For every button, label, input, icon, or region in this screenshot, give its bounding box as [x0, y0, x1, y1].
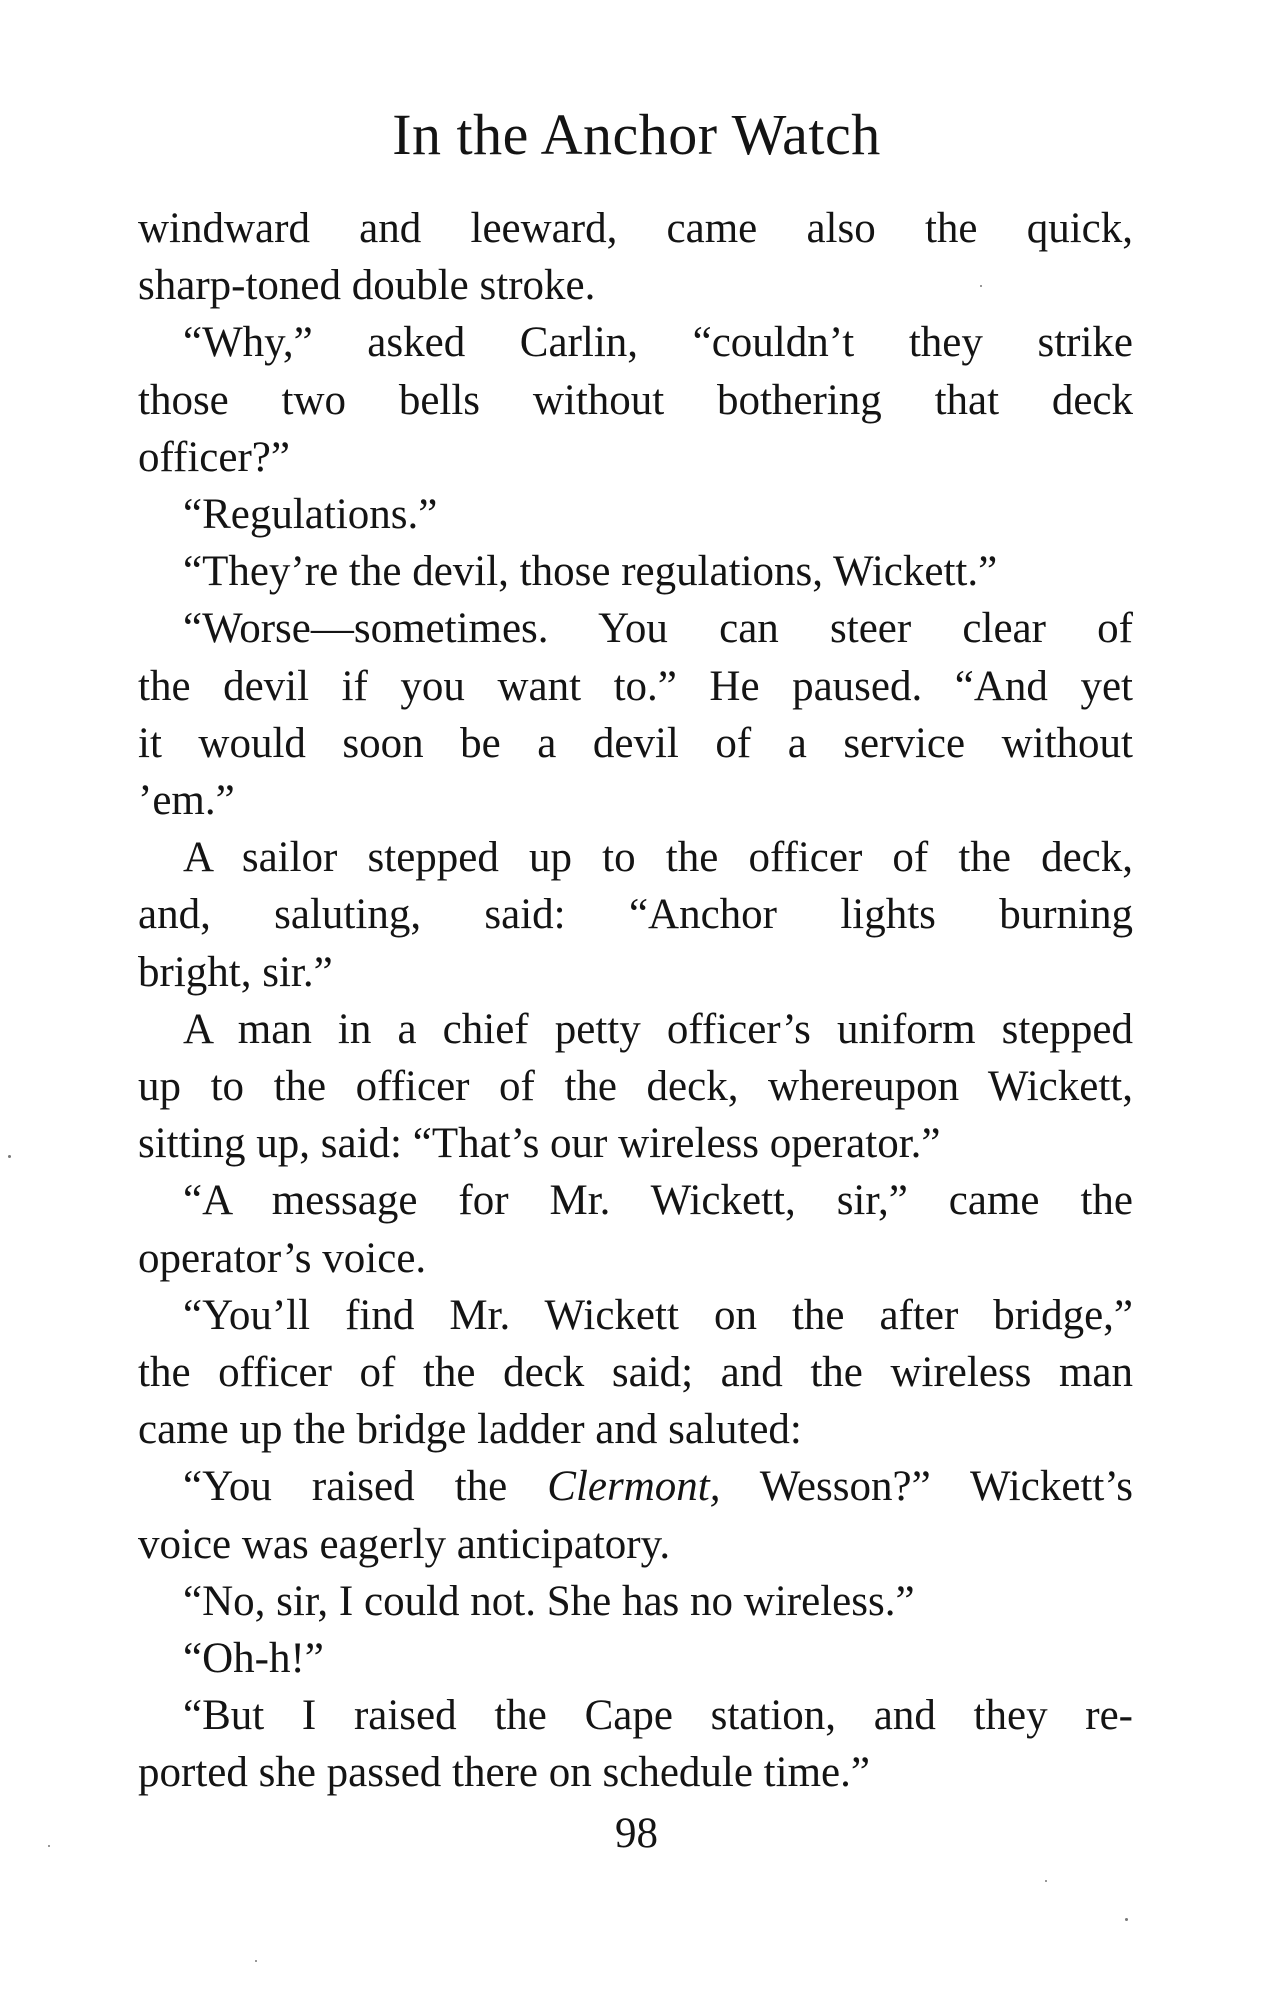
text-line: voice was eagerly anticipatory.: [138, 1520, 671, 1568]
text-run: Wesson?” Wickett’s: [720, 1463, 1134, 1511]
text-line: [138, 1458, 1133, 1515]
paragraph: [138, 486, 1133, 543]
text-line: “Oh-h!”: [183, 1635, 324, 1683]
text-line: “Worse—sometimes. You can steer clear of: [183, 605, 1133, 653]
text-line: it would soon be a devil of a service without: [138, 719, 1133, 767]
scan-speck: [980, 285, 982, 287]
text-line: ported she passed there on schedule time.”: [138, 1749, 870, 1797]
text-line: sharp-toned double stroke.: [138, 262, 596, 310]
text-line: A man in a chief petty officer’s uniform stepped: [183, 1005, 1133, 1053]
text-line: operator’s voice.: [138, 1234, 427, 1282]
text-line: “A message for Mr. Wickett, sir,” came the: [183, 1177, 1133, 1225]
paragraph: [138, 314, 1133, 486]
text-line: “No, sir, I could not. She has no wireless.”: [183, 1577, 915, 1625]
text-line: the officer of the deck said; and the wireless man: [138, 1349, 1133, 1397]
paragraph: [138, 200, 1133, 314]
paragraph: [138, 1458, 1133, 1572]
text-line: “Why,” asked Carlin, “couldn’t they strike: [183, 319, 1133, 367]
paragraph: [138, 1573, 1133, 1630]
text-line: sitting up, said: “That’s our wireless operator.”: [138, 1120, 941, 1168]
paragraph: [138, 1172, 1133, 1286]
scan-speck: [8, 1155, 11, 1158]
text-line: those two bells without bothering that deck: [138, 376, 1133, 424]
text-run: “You raised the: [183, 1463, 508, 1511]
text-line: A sailor stepped up to the officer of the deck,: [183, 834, 1133, 882]
text-line: the devil if you want to.” He paused. “And yet: [138, 662, 1133, 710]
text-line: “But I raised the Cape station, and they re-: [183, 1692, 1133, 1740]
paragraph: [138, 1687, 1133, 1801]
body-text: [138, 200, 1133, 1802]
page-number: 98: [615, 1810, 658, 1857]
text-line: windward and leeward, came also the quick,: [138, 205, 1133, 252]
paragraph: [138, 829, 1133, 1001]
text-line: and, saluting, said: “Anchor lights burning: [138, 891, 1133, 939]
paragraph: [138, 1287, 1133, 1459]
scan-speck: [255, 1960, 257, 1962]
running-head: In the Anchor Watch: [392, 102, 881, 167]
text-line: ’em.”: [138, 777, 235, 825]
text-line: up to the officer of the deck, whereupon Wickett,: [138, 1063, 1133, 1111]
scan-speck: [48, 1845, 50, 1847]
paragraph: [138, 543, 1133, 600]
text-line: “They’re the devil, those regulations, Wickett.”: [183, 548, 998, 596]
scan-speck: [1045, 1880, 1047, 1882]
text-line: came up the bridge ladder and saluted:: [138, 1406, 802, 1454]
ship-name: Clermont,: [547, 1463, 721, 1511]
text-line: bright, sir.”: [138, 948, 333, 996]
text-line: officer?”: [138, 433, 290, 481]
text-line: “Regulations.”: [183, 491, 438, 539]
paragraph: [138, 1630, 1133, 1687]
paragraph: [138, 1001, 1133, 1173]
scan-speck: [1125, 1918, 1128, 1921]
paragraph: [138, 600, 1133, 829]
text-line: “You’ll find Mr. Wickett on the after bridge,”: [183, 1291, 1133, 1339]
